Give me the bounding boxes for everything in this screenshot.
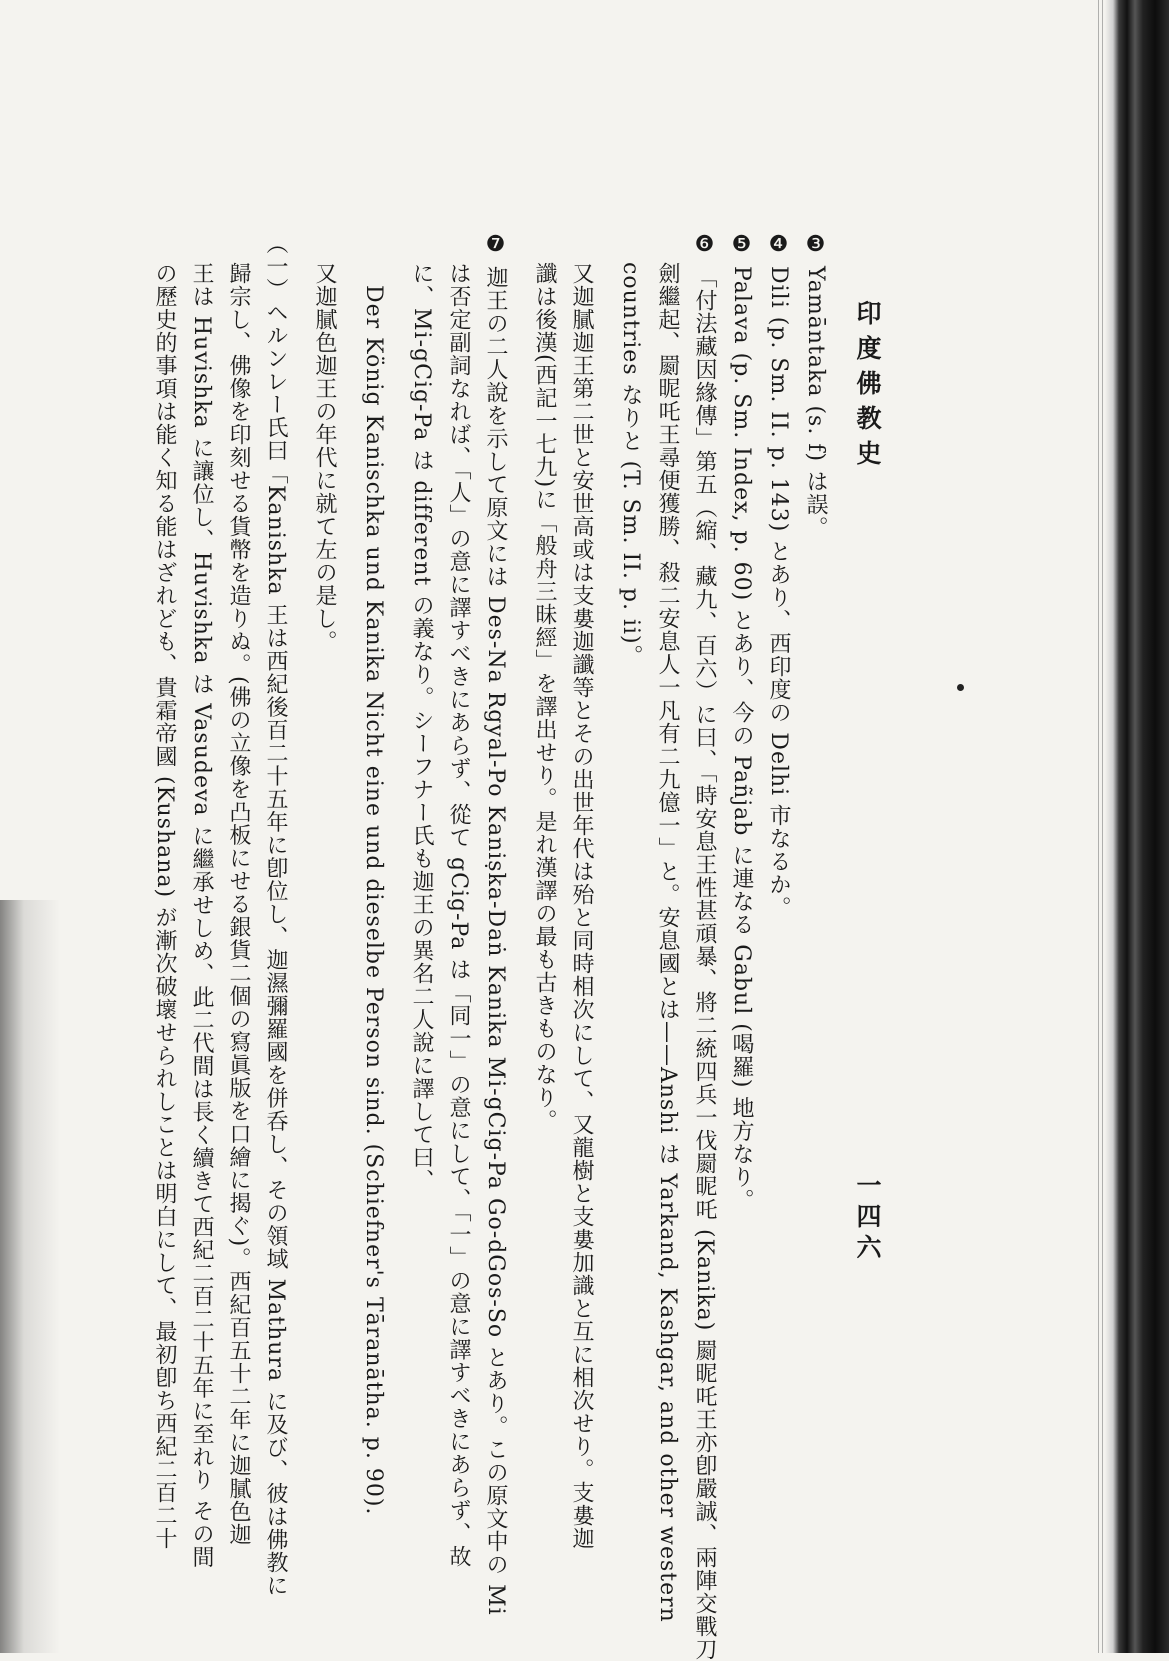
note-line-12: Der König Kanischka und Kanika Nicht eine und dieselbe Person sind. (Schiefner's Tāranātha. p. 90). (361, 285, 386, 1516)
note-line-2: ❹ Dili (p. Sm. II. p. 143) とあり、西印度の Delhi 市なるか。 (766, 232, 791, 920)
note-line-16: 王は Huvishka に讓位し、Huvishka は Vasudeva に繼承せしめ、此二代間は長く續きて西紀二百二十五年に至れり その間 (189, 262, 214, 1569)
note-line-6: countries なりと (T. Sm. II. p. ii)。 (618, 262, 643, 668)
spine-lines (1095, 0, 1105, 1653)
note-line-5: 劍繼起、罽昵吒王尋便獲勝、殺二安息人一凡有二九億一」と。安息國とは——Anshi は Yarkand, Kashgar, and other western (655, 262, 680, 1623)
note-line-13: 又迦膩色迦王の年代に就て左の是し。 (312, 262, 337, 653)
note-line-14: （一）ヘルンレー氏曰「Kanishka 王は西紀後百二十五年に卽位し、迦濕彌羅國を併呑し、その領域 Mathura に及び、彼は佛教に (263, 232, 288, 1598)
note-line-7: 又迦膩迦王第二世と安世高或は支婁迦讖等とその出世年代は殆と同時相次にして、又龍樹と支婁加識と互に相次せり。支婁迦 (569, 262, 594, 1550)
note-line-8: 讖は後漢(西記一七九)に「般舟三昧經」を譯出せり。是れ漢譯の最も古きものなり。 (532, 262, 557, 1133)
note-line-1: ❸ Yamāntaka (s. f) は誤。 (803, 232, 828, 540)
note-line-10: は否定副詞なれば、「人」の意に譯すべきにあらず、從て gCig-Pa は「同一」の意にして、「一」の意に譯すべきにあらず、故 (446, 262, 471, 1569)
note-line-4: ❻ 「付法藏因緣傳」第五（縮、藏九、百六）に曰、「時安息王性甚頑暴、將二統四兵一伐罽昵吒 (Kanika) 罽昵吒王亦卽嚴誠、兩陣交戰刀 (692, 232, 717, 1661)
note-line-11: に、Mi-gCig-Pa は different の義なり。シーフナー氏も迦王の異名二人說に譯して曰、 (409, 262, 434, 1193)
note-line-17: の歷史的事項は能く知る能はざれども、貴霜帝國 (Kushana) が漸次破壞せられしことは明白にして、最初卽ち西紀二百二十 (152, 262, 177, 1551)
running-title: 印度佛教史 (853, 300, 882, 475)
page-number: 一四六 (853, 1172, 882, 1265)
binding-shadow (1105, 0, 1169, 1653)
print-speck (957, 684, 964, 691)
note-line-3: ❺ Palava (p. Sm. Index, p. 60) とあり、今の Pañjab に連なる Gabul (喝羅) 地方なり。 (729, 232, 754, 1212)
note-line-15: 歸宗し、佛像を印刻せる貨幣を造りぬ。(佛の立像を凸板にせる銀貨二個の寫眞版を口繪に揭ぐ)。西紀百五十二年に迦膩色迦 (226, 262, 251, 1547)
note-line-9: ❼ 迦王の二人說を示して原文には Des-Na Rgyal-Po Kaniṣka-Daṅ Kanika Mi-gCig-Pa Go-dGos-So とあり。この原文中の Mi (483, 232, 508, 1616)
scan-edge-shadow (0, 900, 60, 1653)
